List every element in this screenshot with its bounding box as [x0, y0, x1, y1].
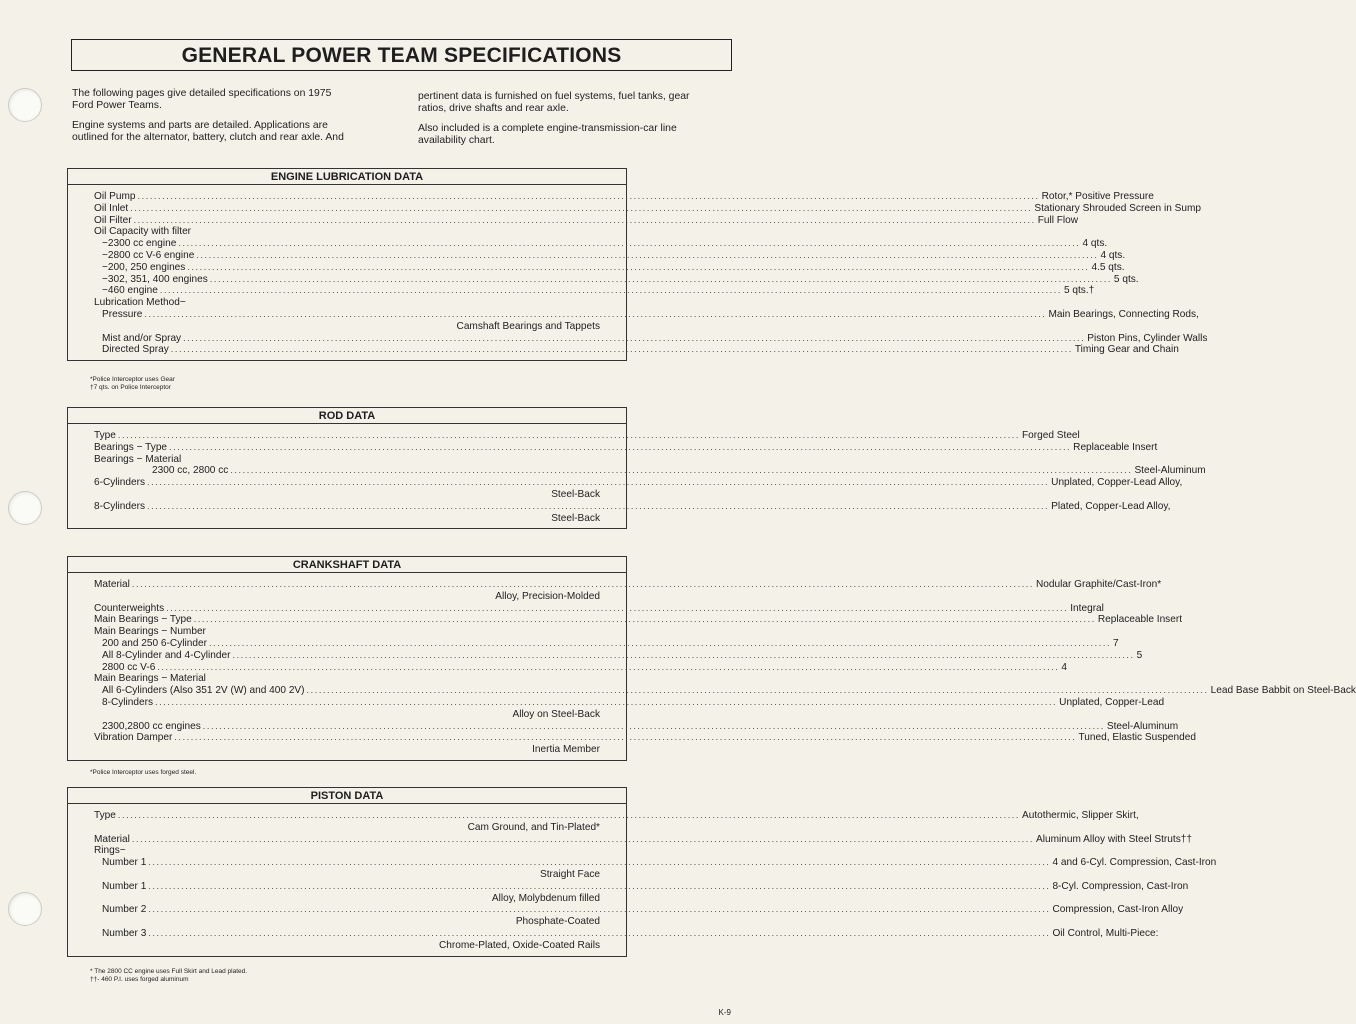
spec-value: Forged Steel [1022, 430, 1080, 441]
spec-value: Full Flow [1037, 214, 1079, 226]
section-body [68, 424, 1206, 528]
spec-label: Oil Filter [94, 214, 132, 226]
dot-leader: ............................................................................................................................................................................................................................ [148, 857, 1051, 868]
page-title-box [71, 39, 732, 71]
spec-label: 2300 cc, 2800 cc [152, 465, 229, 477]
spec-row [94, 857, 1217, 869]
spec-value: 5 qts.† [1063, 285, 1095, 297]
section-title: ENGINE LUBRICATION DATA [68, 169, 626, 185]
dot-leader: ............................................................................................................................................................................................................................ [147, 477, 1050, 488]
spec-label: Number 1 [102, 857, 147, 869]
spec-label: All 6-Cylinders (Also 351 2V (W) and 400 2V) [102, 685, 305, 697]
spec-label: Vibration Damper [94, 732, 173, 744]
spec-row [94, 833, 1192, 846]
spec-label: Material [94, 833, 130, 845]
dot-leader: ............................................................................................................................................................................................................................ [166, 602, 1069, 613]
dot-leader: ............................................................................................................................................................................................................................ [193, 614, 1096, 625]
spec-value: 4 qts. [1082, 238, 1108, 250]
section-body [68, 573, 1356, 760]
dot-leader: ............................................................................................................................................................................................................................ [232, 649, 1135, 660]
spec-label: 8-Cylinders [94, 500, 146, 512]
page-number: K-9 [718, 1008, 731, 1017]
crankshaft-footnotes [90, 769, 196, 777]
spec-row [94, 454, 600, 466]
spec-label: Main Bearings − Type [94, 614, 192, 626]
spec-row [94, 226, 600, 238]
spec-label: 8-Cylinders [102, 696, 154, 708]
dot-leader: ............................................................................................................................................................................................................................ [137, 191, 1040, 201]
spec-row [94, 649, 1143, 662]
dot-leader: ............................................................................................................................................................................................................................ [130, 202, 1033, 213]
spec-value: 4 and 6-Cyl. Compression, Cast-Iron [1052, 857, 1217, 869]
section-body [68, 804, 1217, 956]
section-title: ROD DATA [68, 408, 626, 424]
spec-value: Replaceable Insert [1073, 441, 1158, 453]
dot-leader: ............................................................................................................................................................................................................................ [144, 308, 1047, 319]
spec-label: Number 2 [102, 904, 147, 916]
spec-value: 4 qts. [1100, 249, 1126, 261]
spec-row [94, 732, 1196, 744]
intro-paragraph-1 [72, 88, 392, 112]
spec-label: 200 and 250 6-Cylinder [102, 637, 207, 649]
spec-value-continuation: Camshaft Bearings and Tappets [456, 320, 600, 332]
spec-row [94, 685, 1356, 697]
dot-leader: ............................................................................................................................................................................................................................ [147, 500, 1050, 511]
spec-value: 4 [1061, 661, 1068, 673]
spec-label: 2800 cc V-6 [102, 661, 156, 673]
intro-line: pertinent data is furnished on fuel systems, fuel tanks, gear [418, 91, 690, 102]
page-title: GENERAL POWER TEAM SPECIFICATIONS [181, 44, 622, 67]
dot-leader: ............................................................................................................................................................................................................................ [187, 261, 1090, 272]
spec-row [94, 845, 600, 857]
spec-label: −200, 250 engines [102, 261, 186, 273]
spec-row [94, 285, 1095, 297]
spec-label: Oil Inlet [94, 202, 129, 214]
intro-paragraph-4 [418, 123, 738, 147]
spec-row [94, 238, 1108, 250]
spec-row [94, 191, 1154, 203]
spec-label: Pressure [102, 308, 143, 320]
footnote: ††- 460 P.I. uses forged aluminum [90, 976, 189, 983]
dot-leader: ............................................................................................................................................................................................................................ [209, 273, 1112, 284]
rod-data-section [67, 407, 1206, 529]
dot-leader: ............................................................................................................................................................................................................................ [169, 441, 1072, 452]
section-title: CRANKSHAFT DATA [68, 557, 626, 573]
piston-data-section [67, 787, 1217, 957]
dot-leader: ............................................................................................................................................................................................................................ [178, 238, 1081, 249]
spec-label: Material [94, 579, 130, 590]
piston-footnotes [90, 968, 247, 984]
spec-row [94, 880, 1189, 893]
dot-leader: ............................................................................................................................................................................................................................ [157, 661, 1060, 672]
spec-value-continuation: Cam Ground, and Tin-Plated* [467, 821, 600, 833]
dot-leader: ............................................................................................................................................................................................................................ [183, 332, 1086, 343]
dot-leader: ............................................................................................................................................................................................................................ [170, 344, 1073, 355]
spec-label: Main Bearings − Material [94, 673, 206, 685]
spec-value: Integral [1070, 602, 1104, 614]
spec-row [94, 720, 1179, 733]
spec-value-continuation: Steel-Back [551, 488, 600, 500]
spec-row [94, 202, 1201, 215]
spec-row [94, 344, 1179, 356]
spec-row [94, 500, 1171, 513]
dot-leader: ............................................................................................................................................................................................................................ [230, 465, 1133, 476]
spec-row [94, 673, 600, 685]
section-body [68, 185, 1208, 360]
dot-leader: ............................................................................................................................................................................................................................ [117, 810, 1020, 820]
spec-value-continuation: Steel-Back [551, 512, 600, 524]
spec-label: Lubrication Method− [94, 297, 186, 309]
spec-value-continuation: Inertia Member [532, 744, 600, 756]
spec-value-continuation: Alloy, Precision-Molded [495, 590, 600, 602]
spec-label: −302, 351, 400 engines [102, 273, 208, 285]
spec-value-continuation: Alloy on Steel-Back [512, 708, 600, 720]
spec-label: Bearings − Type [94, 441, 168, 453]
spec-row [94, 465, 1206, 477]
spec-row [94, 927, 1159, 940]
spec-value: Unplated, Copper-Lead [1059, 696, 1165, 708]
spec-label: Number 3 [102, 927, 147, 939]
intro-left-column [72, 88, 392, 152]
spec-row [94, 441, 1158, 454]
spec-value-continuation: Chrome-Plated, Oxide-Coated Rails [438, 939, 600, 951]
intro-paragraph-2 [72, 120, 392, 144]
dot-leader: ............................................................................................................................................................................................................................ [306, 685, 1209, 696]
spec-row [94, 261, 1125, 274]
intro-line: Also included is a complete engine-transmission-car line [418, 123, 677, 134]
spec-label: Rings− [94, 845, 126, 857]
spec-value: Plated, Copper-Lead Alloy, [1051, 500, 1171, 512]
spec-label: 6-Cylinders [94, 477, 146, 489]
dot-leader: ............................................................................................................................................................................................................................ [148, 927, 1051, 938]
spec-value-continuation: Alloy, Molybdenum filled [491, 892, 600, 904]
spec-row [94, 332, 1208, 345]
spec-row [94, 477, 1183, 489]
spec-label: Mist and/or Spray [102, 332, 182, 344]
dot-leader: ............................................................................................................................................................................................................................ [202, 720, 1105, 731]
dot-leader: ............................................................................................................................................................................................................................ [131, 579, 1035, 589]
spec-row [94, 249, 1126, 262]
engine-lubrication-section [67, 168, 1208, 361]
spec-value: Piston Pins, Cylinder Walls [1087, 332, 1208, 344]
spec-value: Compression, Cast-Iron Alloy [1052, 904, 1184, 916]
spec-row [94, 308, 1199, 321]
intro-line: Engine systems and parts are detailed. Applications are [72, 120, 328, 131]
footnote: *Police Interceptor uses forged steel. [90, 769, 197, 776]
spec-value: 8-Cyl. Compression, Cast-Iron [1052, 880, 1189, 892]
spec-row [94, 273, 1139, 286]
spec-row [94, 661, 1068, 674]
spec-label: −2300 cc engine [102, 238, 177, 250]
spec-label: Type [94, 430, 116, 441]
spec-label: −460 engine [102, 285, 158, 297]
dot-leader: ............................................................................................................................................................................................................................ [174, 732, 1077, 743]
spec-value-continuation: Phosphate-Coated [515, 916, 600, 928]
spec-value: Steel-Aluminum [1134, 465, 1206, 477]
spec-row [94, 637, 1119, 650]
binder-hole-top [8, 88, 42, 122]
spec-value: 5 [1136, 649, 1143, 661]
spec-row [94, 430, 1080, 442]
spec-value: Oil Control, Multi-Piece: [1052, 927, 1159, 939]
spec-label: −2800 cc V-6 engine [102, 249, 195, 261]
spec-label: Oil Pump [94, 191, 136, 202]
spec-value: Main Bearings, Connecting Rods, [1048, 308, 1199, 320]
spec-value: Stationary Shrouded Screen in Sump [1034, 202, 1201, 214]
spec-value: Autothermic, Slipper Skirt, [1022, 810, 1139, 821]
footnote: †7 qts. on Police Interceptor [90, 384, 171, 391]
spec-label: Type [94, 810, 116, 821]
intro-line: Ford Power Teams. [72, 100, 162, 111]
spec-value: Rotor,* Positive Pressure [1041, 191, 1154, 202]
spec-value: 7 [1113, 637, 1119, 649]
spec-value: 5 qts. [1113, 273, 1139, 285]
dot-leader: ............................................................................................................................................................................................................................ [131, 833, 1035, 844]
spec-label: Oil Capacity with filter [94, 226, 192, 238]
spec-label: Counterweights [94, 602, 165, 614]
spec-label: 2300,2800 cc engines [102, 720, 201, 732]
intro-line: outlined for the alternator, battery, clutch and rear axle. And [72, 132, 344, 143]
dot-leader: ............................................................................................................................................................................................................................ [117, 430, 1020, 440]
lubrication-footnotes [90, 376, 175, 392]
binder-hole-middle [8, 491, 42, 525]
intro-paragraph-3 [418, 91, 738, 115]
section-title: PISTON DATA [68, 788, 626, 804]
spec-value: Lead Base Babbit on Steel-Back [1210, 685, 1356, 697]
spec-row [94, 602, 1104, 615]
intro-line: ratios, drive shafts and rear axle. [418, 103, 569, 114]
crankshaft-data-section [67, 556, 1356, 761]
footnote: * The 2800 CC engine uses Full Skirt and Lead plated. [90, 968, 248, 975]
spec-value: Unplated, Copper-Lead Alloy, [1051, 477, 1183, 489]
spec-row [94, 214, 1079, 227]
spec-label: Directed Spray [102, 344, 169, 356]
dot-leader: ............................................................................................................................................................................................................................ [148, 904, 1051, 915]
spec-row [94, 297, 600, 309]
spec-row [94, 626, 600, 638]
spec-row [94, 904, 1184, 916]
spec-row [94, 696, 1165, 709]
spec-row [94, 614, 1183, 626]
spec-label: Main Bearings − Number [94, 626, 206, 638]
spec-label: Bearings − Material [94, 453, 182, 465]
dot-leader: ............................................................................................................................................................................................................................ [208, 637, 1112, 648]
spec-value: Steel-Aluminum [1106, 720, 1179, 732]
dot-leader: ............................................................................................................................................................................................................................ [155, 696, 1058, 707]
spec-row [94, 579, 1162, 591]
spec-row [94, 810, 1139, 822]
intro-right-column [418, 91, 738, 155]
spec-value: Timing Gear and Chain [1074, 344, 1179, 356]
spec-value: 4.5 qts. [1091, 261, 1125, 273]
spec-value: Nodular Graphite/Cast-Iron* [1036, 579, 1162, 590]
dot-leader: ............................................................................................................................................................................................................................ [133, 214, 1036, 225]
spec-value: Replaceable Insert [1097, 614, 1183, 626]
intro-line: The following pages give detailed specifications on 1975 [72, 88, 332, 99]
spec-label: Number 1 [102, 880, 147, 892]
spec-value-continuation: Straight Face [539, 868, 600, 880]
footnote: *Police Interceptor uses Gear [90, 376, 175, 383]
spec-value: Aluminum Alloy with Steel Struts†† [1036, 833, 1192, 845]
spec-label: All 8-Cylinder and 4-Cylinder [102, 649, 231, 661]
intro-line: availability chart. [418, 135, 495, 146]
binder-hole-bottom [8, 892, 42, 926]
dot-leader: ............................................................................................................................................................................................................................ [159, 285, 1062, 296]
dot-leader: ............................................................................................................................................................................................................................ [148, 880, 1051, 891]
dot-leader: ............................................................................................................................................................................................................................ [196, 249, 1099, 260]
spec-value: Tuned, Elastic Suspended [1078, 732, 1196, 744]
